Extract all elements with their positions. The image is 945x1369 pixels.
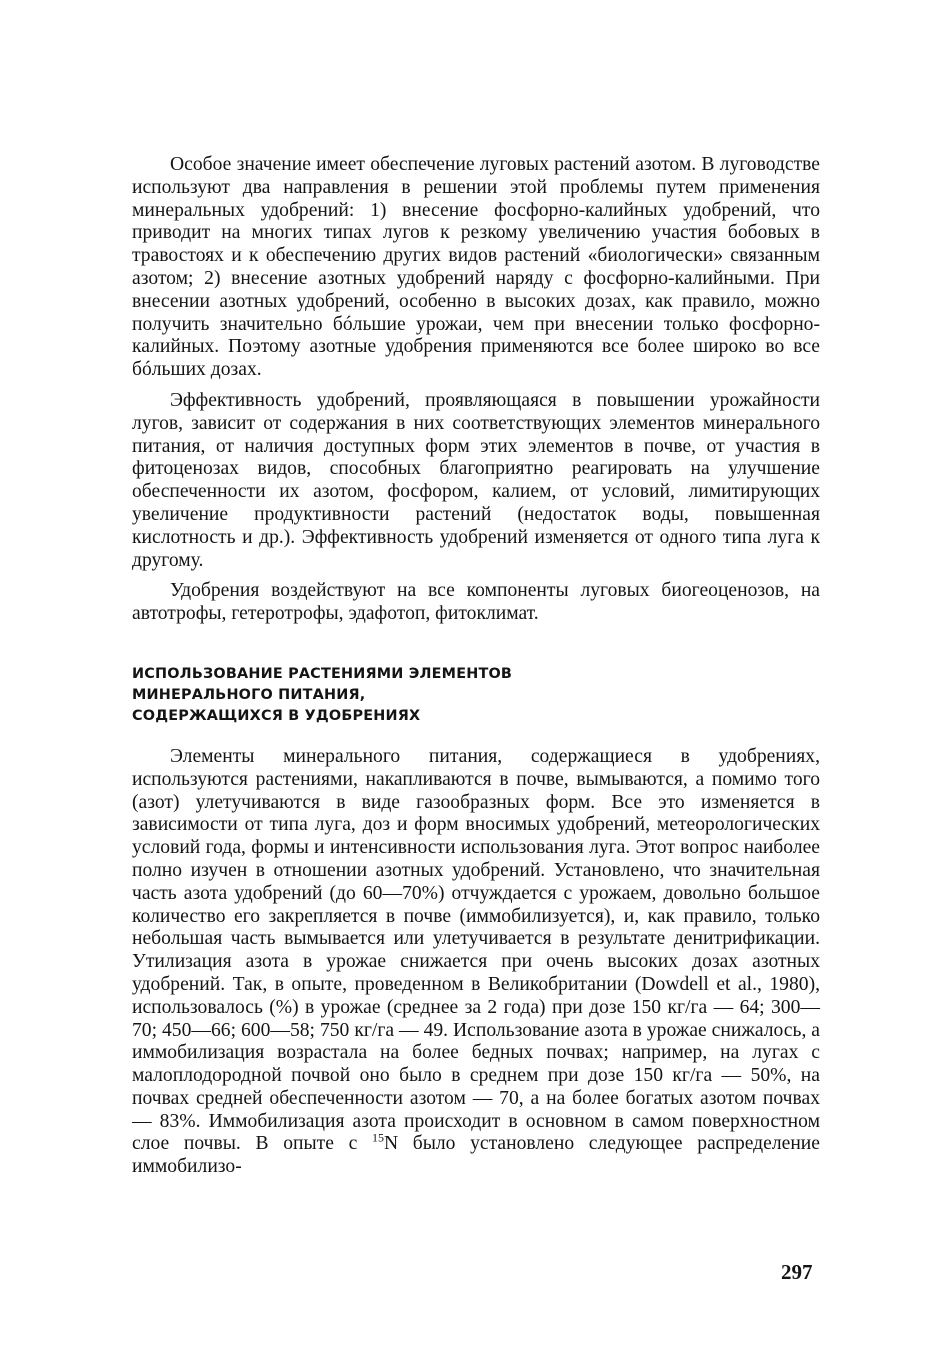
paragraph-nitrogen-supply: Особое значение имеет обеспечение луговых растений азотом. В луговодстве используют два направления в решении этой проблемы путем применения минеральных удобрений: 1) внесение фосфорно-калийных удобрений, что приводит на многих типах лугов к резкому увеличению участия бобовых в травостоях и к обеспечению других видов растений «биологически» связанным азотом; 2) внесение азотных удобрений наряду с фосфорно-калийными. При внесении азотных удобрений, особенно в высоких дозах, как правило, можно получить значительно бóльшие урожаи, чем при внесении только фосфорно-калийных. Поэтому азотные удобрения применяются все более широко во все бóльших дозах. <box>132 154 820 381</box>
section-heading-line-1: ИСПОЛЬЗОВАНИЕ РАСТЕНИЯМИ ЭЛЕМЕНТОВ <box>132 665 513 682</box>
paragraph-nutrient-use <box>132 746 820 1179</box>
paragraph-nutrient-use-tail: N было установлено следующее распределение иммобилизо- <box>132 1133 820 1178</box>
isotope-mass-number: 15 <box>371 1130 384 1145</box>
page-number: 297 <box>781 1260 813 1284</box>
paragraph-fertilizer-impact: Удобрения воздействуют на все компоненты луговых биогеоценозов, на автотрофы, гетеротрофы, эдафотоп, фитоклимат. <box>132 580 820 625</box>
section-heading-line-2: МИНЕРАЛЬНОГО ПИТАНИЯ, <box>132 686 366 703</box>
paragraph-nutrient-use-main: Элементы минерального питания, содержащиеся в удобрениях, используются растениями, накапливаются в почве, вымываются, а помимо того (азот) улетучиваются в виде газообразных форм. Все это изменяется в зависимости от типа луга, доз и форм вносимых удобрений, метеорологических условий года, формы и интенсивности использования луга. Этот вопрос наиболее полно изучен в отношении азотных удобрений. Установлено, что значительная часть азота удобрений (до 60—70%) отчуждается с урожаем, довольно большое количество его закрепляется в почве (иммобилизуется), и, как правило, только небольшая часть вымывается или улетучивается в результате денитрификации. Утилизация азота в урожае снижается при очень высоких дозах азотных удобрений. Так, в опыте, проведенном в Великобритании (Dowdell et al., 1980), использовалось (%) в урожае (среднее за 2 года) при дозе 150 кг/га — 64; 300—70; 450—66; 600—58; 750 кг/га — 49. Использование азота в урожае снижалось, а иммобилизация возрастала на более бедных почвах; например, на лугах с малоплодородной почвой оно было в среднем при дозе 150 кг/га — 50%, на почвах средней обеспеченности азотом — 70, а на более богатых азотом почвах — 83%. Иммобилизация азота происходит в основном в самом поверхностном слое почвы. В опыте с <box>132 745 820 1155</box>
page-content <box>132 154 820 1179</box>
section-heading-line-3: СОДЕРЖАЩИХСЯ В УДОБРЕНИЯХ <box>132 707 421 724</box>
paragraph-fertilizer-efficiency: Эффективность удобрений, проявляющаяся в повышении урожайности лугов, зависит от содержания в них соответствующих элементов минерального питания, от наличия доступных форм этих элементов в почве, от участия в фитоценозах видов, способных благоприятно реагировать на улучшение обеспеченности их азотом, фосфором, калием, от условий, лимитирующих увеличение продуктивности растений (недостаток воды, повышенная кислотность и др.). Эффективность удобрений изменяется от одного типа луга к другому. <box>132 389 820 571</box>
section-heading <box>132 664 820 727</box>
